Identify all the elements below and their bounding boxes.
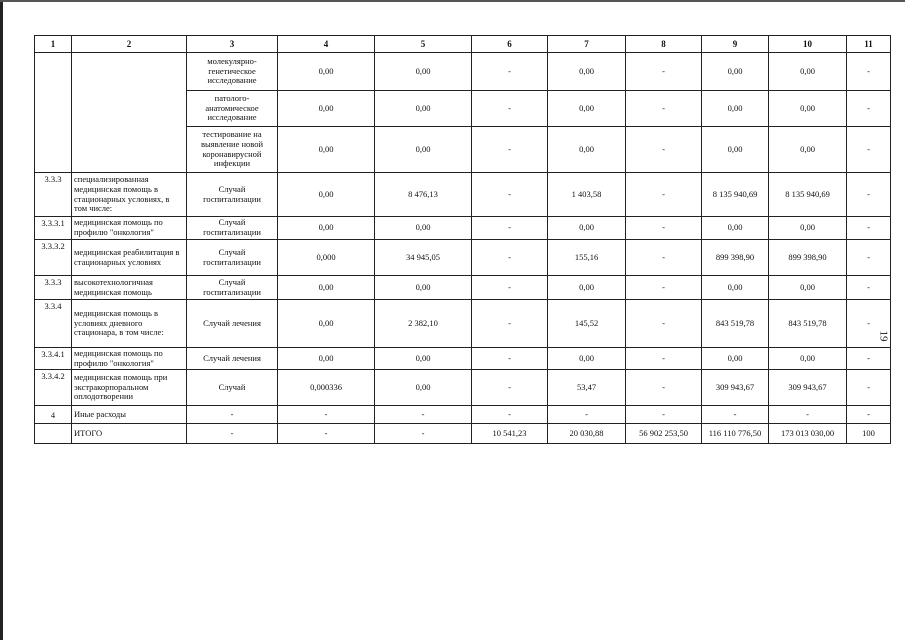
cell-c5: 2 382,10 <box>375 300 472 348</box>
page-number: 19 <box>877 330 890 342</box>
cell-c6: - <box>472 370 548 406</box>
row-unit: Случай госпитализации <box>187 240 278 276</box>
row-unit: Случай госпитализации <box>187 276 278 300</box>
cell-c5: 34 945,05 <box>375 240 472 276</box>
header-cell-6: 6 <box>472 36 548 53</box>
cell-c4: 0,000336 <box>278 370 375 406</box>
cell-c7: 0,00 <box>548 217 626 240</box>
cell-c8: 56 902 253,50 <box>626 424 702 444</box>
cell-c6: - <box>472 276 548 300</box>
cell-c9: 0,00 <box>702 127 769 173</box>
cell-c5: - <box>375 424 472 444</box>
cell-c9: 899 398,90 <box>702 240 769 276</box>
table-row <box>35 240 891 276</box>
row-unit: Случай лечения <box>187 348 278 370</box>
cell-c4: - <box>278 406 375 424</box>
header-cell-4: 4 <box>278 36 375 53</box>
row-code <box>35 53 72 173</box>
cell-c8: - <box>626 91 702 127</box>
table-row <box>35 370 891 406</box>
row-code: 3.3.4.2 <box>35 370 72 406</box>
row-unit: Случай госпитализации <box>187 217 278 240</box>
cell-c10: 173 013 030,00 <box>769 424 847 444</box>
cell-c9: 0,00 <box>702 217 769 240</box>
header-cell-3: 3 <box>187 36 278 53</box>
cell-c7: 0,00 <box>548 348 626 370</box>
cell-c11: - <box>847 276 891 300</box>
cell-c8: - <box>626 173 702 217</box>
cell-c6: - <box>472 348 548 370</box>
row-name: медицинская реабилитация в стационарных условиях <box>72 240 187 276</box>
cell-c10: 0,00 <box>769 127 847 173</box>
table-row <box>35 348 891 370</box>
cell-c8: - <box>626 406 702 424</box>
row-name: медицинская помощь по профилю "онкология" <box>72 217 187 240</box>
row-unit: молекулярно-генетическое исследование <box>187 53 278 91</box>
cell-c5: 0,00 <box>375 370 472 406</box>
cell-c8: - <box>626 240 702 276</box>
row-code: 3.3.4 <box>35 300 72 348</box>
row-unit: Случай <box>187 370 278 406</box>
cell-c4: 0,00 <box>278 300 375 348</box>
cell-c8: - <box>626 127 702 173</box>
cell-c8: - <box>626 370 702 406</box>
table-row <box>35 53 891 91</box>
row-name: медицинская помощь в условиях дневного стационара, в том числе: <box>72 300 187 348</box>
cell-c9: 309 943,67 <box>702 370 769 406</box>
cell-c7: 20 030,88 <box>548 424 626 444</box>
cell-c11: - <box>847 348 891 370</box>
cell-c10: 0,00 <box>769 348 847 370</box>
cell-c8: - <box>626 217 702 240</box>
cell-c10: 0,00 <box>769 217 847 240</box>
row-name <box>72 53 187 173</box>
cell-c5: 0,00 <box>375 276 472 300</box>
row-name: высокотехнологичная медицинская помощь <box>72 276 187 300</box>
cell-c7: - <box>548 406 626 424</box>
cell-c11: 100 <box>847 424 891 444</box>
cell-c6: - <box>472 300 548 348</box>
cell-c8: - <box>626 348 702 370</box>
cell-c10: 0,00 <box>769 276 847 300</box>
table-row <box>35 173 891 217</box>
header-cell-1: 1 <box>35 36 72 53</box>
row-code: 3.3.3 <box>35 276 72 300</box>
cell-c10: 843 519,78 <box>769 300 847 348</box>
cell-c4: 0,00 <box>278 276 375 300</box>
cell-c9: 0,00 <box>702 53 769 91</box>
row-unit: - <box>187 406 278 424</box>
cell-c9: 0,00 <box>702 276 769 300</box>
cell-c10: 8 135 940,69 <box>769 173 847 217</box>
cell-c4: 0,00 <box>278 91 375 127</box>
cell-c10: 0,00 <box>769 91 847 127</box>
cell-c10: 899 398,90 <box>769 240 847 276</box>
cell-c4: 0,00 <box>278 127 375 173</box>
header-cell-5: 5 <box>375 36 472 53</box>
cell-c10: - <box>769 406 847 424</box>
header-row <box>35 36 891 53</box>
cell-c11: - <box>847 370 891 406</box>
row-code: 3.3.3.1 <box>35 217 72 240</box>
cell-c9: 843 519,78 <box>702 300 769 348</box>
cell-c6: - <box>472 240 548 276</box>
table-row <box>35 300 891 348</box>
row-code: 3.3.3 <box>35 173 72 217</box>
cell-c7: 0,00 <box>548 91 626 127</box>
cell-c5: 0,00 <box>375 217 472 240</box>
cell-c6: - <box>472 406 548 424</box>
cell-c7: 155,16 <box>548 240 626 276</box>
expenses-table <box>34 35 891 444</box>
cell-c5: 0,00 <box>375 348 472 370</box>
cell-c9: 116 110 776,50 <box>702 424 769 444</box>
cell-c11: - <box>847 173 891 217</box>
cell-c10: 309 943,67 <box>769 370 847 406</box>
header-cell-2: 2 <box>72 36 187 53</box>
header-cell-9: 9 <box>702 36 769 53</box>
cell-c11: - <box>847 240 891 276</box>
row-name: медицинская помощь при экстракорпоральном оплодотворении <box>72 370 187 406</box>
cell-c6: 10 541,23 <box>472 424 548 444</box>
cell-c5: 0,00 <box>375 53 472 91</box>
cell-c11: - <box>847 217 891 240</box>
cell-c6: - <box>472 217 548 240</box>
header-cell-11: 11 <box>847 36 891 53</box>
cell-c9: 8 135 940,69 <box>702 173 769 217</box>
cell-c5: - <box>375 406 472 424</box>
scan-top-edge <box>0 0 905 2</box>
row-unit: Случай лечения <box>187 300 278 348</box>
cell-c7: 0,00 <box>548 276 626 300</box>
cell-c6: - <box>472 91 548 127</box>
cell-c7: 53,47 <box>548 370 626 406</box>
cell-c9: 0,00 <box>702 91 769 127</box>
cell-c4: 0,00 <box>278 173 375 217</box>
cell-c7: 145,52 <box>548 300 626 348</box>
row-name: Иные расходы <box>72 406 187 424</box>
total-row <box>35 424 891 444</box>
cell-c5: 8 476,13 <box>375 173 472 217</box>
row-code: 3.3.3.2 <box>35 240 72 276</box>
scan-left-edge <box>0 0 3 640</box>
cell-c7: 0,00 <box>548 127 626 173</box>
cell-c6: - <box>472 53 548 91</box>
cell-c4: 0,00 <box>278 348 375 370</box>
table-row <box>35 406 891 424</box>
cell-c7: 0,00 <box>548 53 626 91</box>
cell-c5: 0,00 <box>375 91 472 127</box>
row-unit: Случай госпитализации <box>187 173 278 217</box>
cell-c4: 0,00 <box>278 53 375 91</box>
row-unit: патолого-анатомическое исследование <box>187 91 278 127</box>
cell-c6: - <box>472 127 548 173</box>
header-cell-8: 8 <box>626 36 702 53</box>
cell-c10: 0,00 <box>769 53 847 91</box>
cell-c5: 0,00 <box>375 127 472 173</box>
cell-c4: - <box>278 424 375 444</box>
cell-c4: 0,000 <box>278 240 375 276</box>
cell-c11: - <box>847 300 891 348</box>
cell-c7: 1 403,58 <box>548 173 626 217</box>
cell-c11: - <box>847 127 891 173</box>
row-code: 4 <box>35 406 72 424</box>
row-code <box>35 424 72 444</box>
row-unit: - <box>187 424 278 444</box>
cell-c9: 0,00 <box>702 348 769 370</box>
cell-c4: 0,00 <box>278 217 375 240</box>
header-cell-10: 10 <box>769 36 847 53</box>
cell-c11: - <box>847 53 891 91</box>
cell-c11: - <box>847 91 891 127</box>
cell-c11: - <box>847 406 891 424</box>
row-name: специализированная медицинская помощь в стационарных условиях, в том числе: <box>72 173 187 217</box>
cell-c8: - <box>626 300 702 348</box>
table-row <box>35 276 891 300</box>
cell-c9: - <box>702 406 769 424</box>
row-name: ИТОГО <box>72 424 187 444</box>
row-name: медицинская помощь по профилю "онкология" <box>72 348 187 370</box>
cell-c8: - <box>626 276 702 300</box>
cell-c6: - <box>472 173 548 217</box>
cell-c8: - <box>626 53 702 91</box>
header-cell-7: 7 <box>548 36 626 53</box>
row-unit: тестирование на выявление новой коронавирусной инфекции <box>187 127 278 173</box>
row-code: 3.3.4.1 <box>35 348 72 370</box>
table-row <box>35 217 891 240</box>
